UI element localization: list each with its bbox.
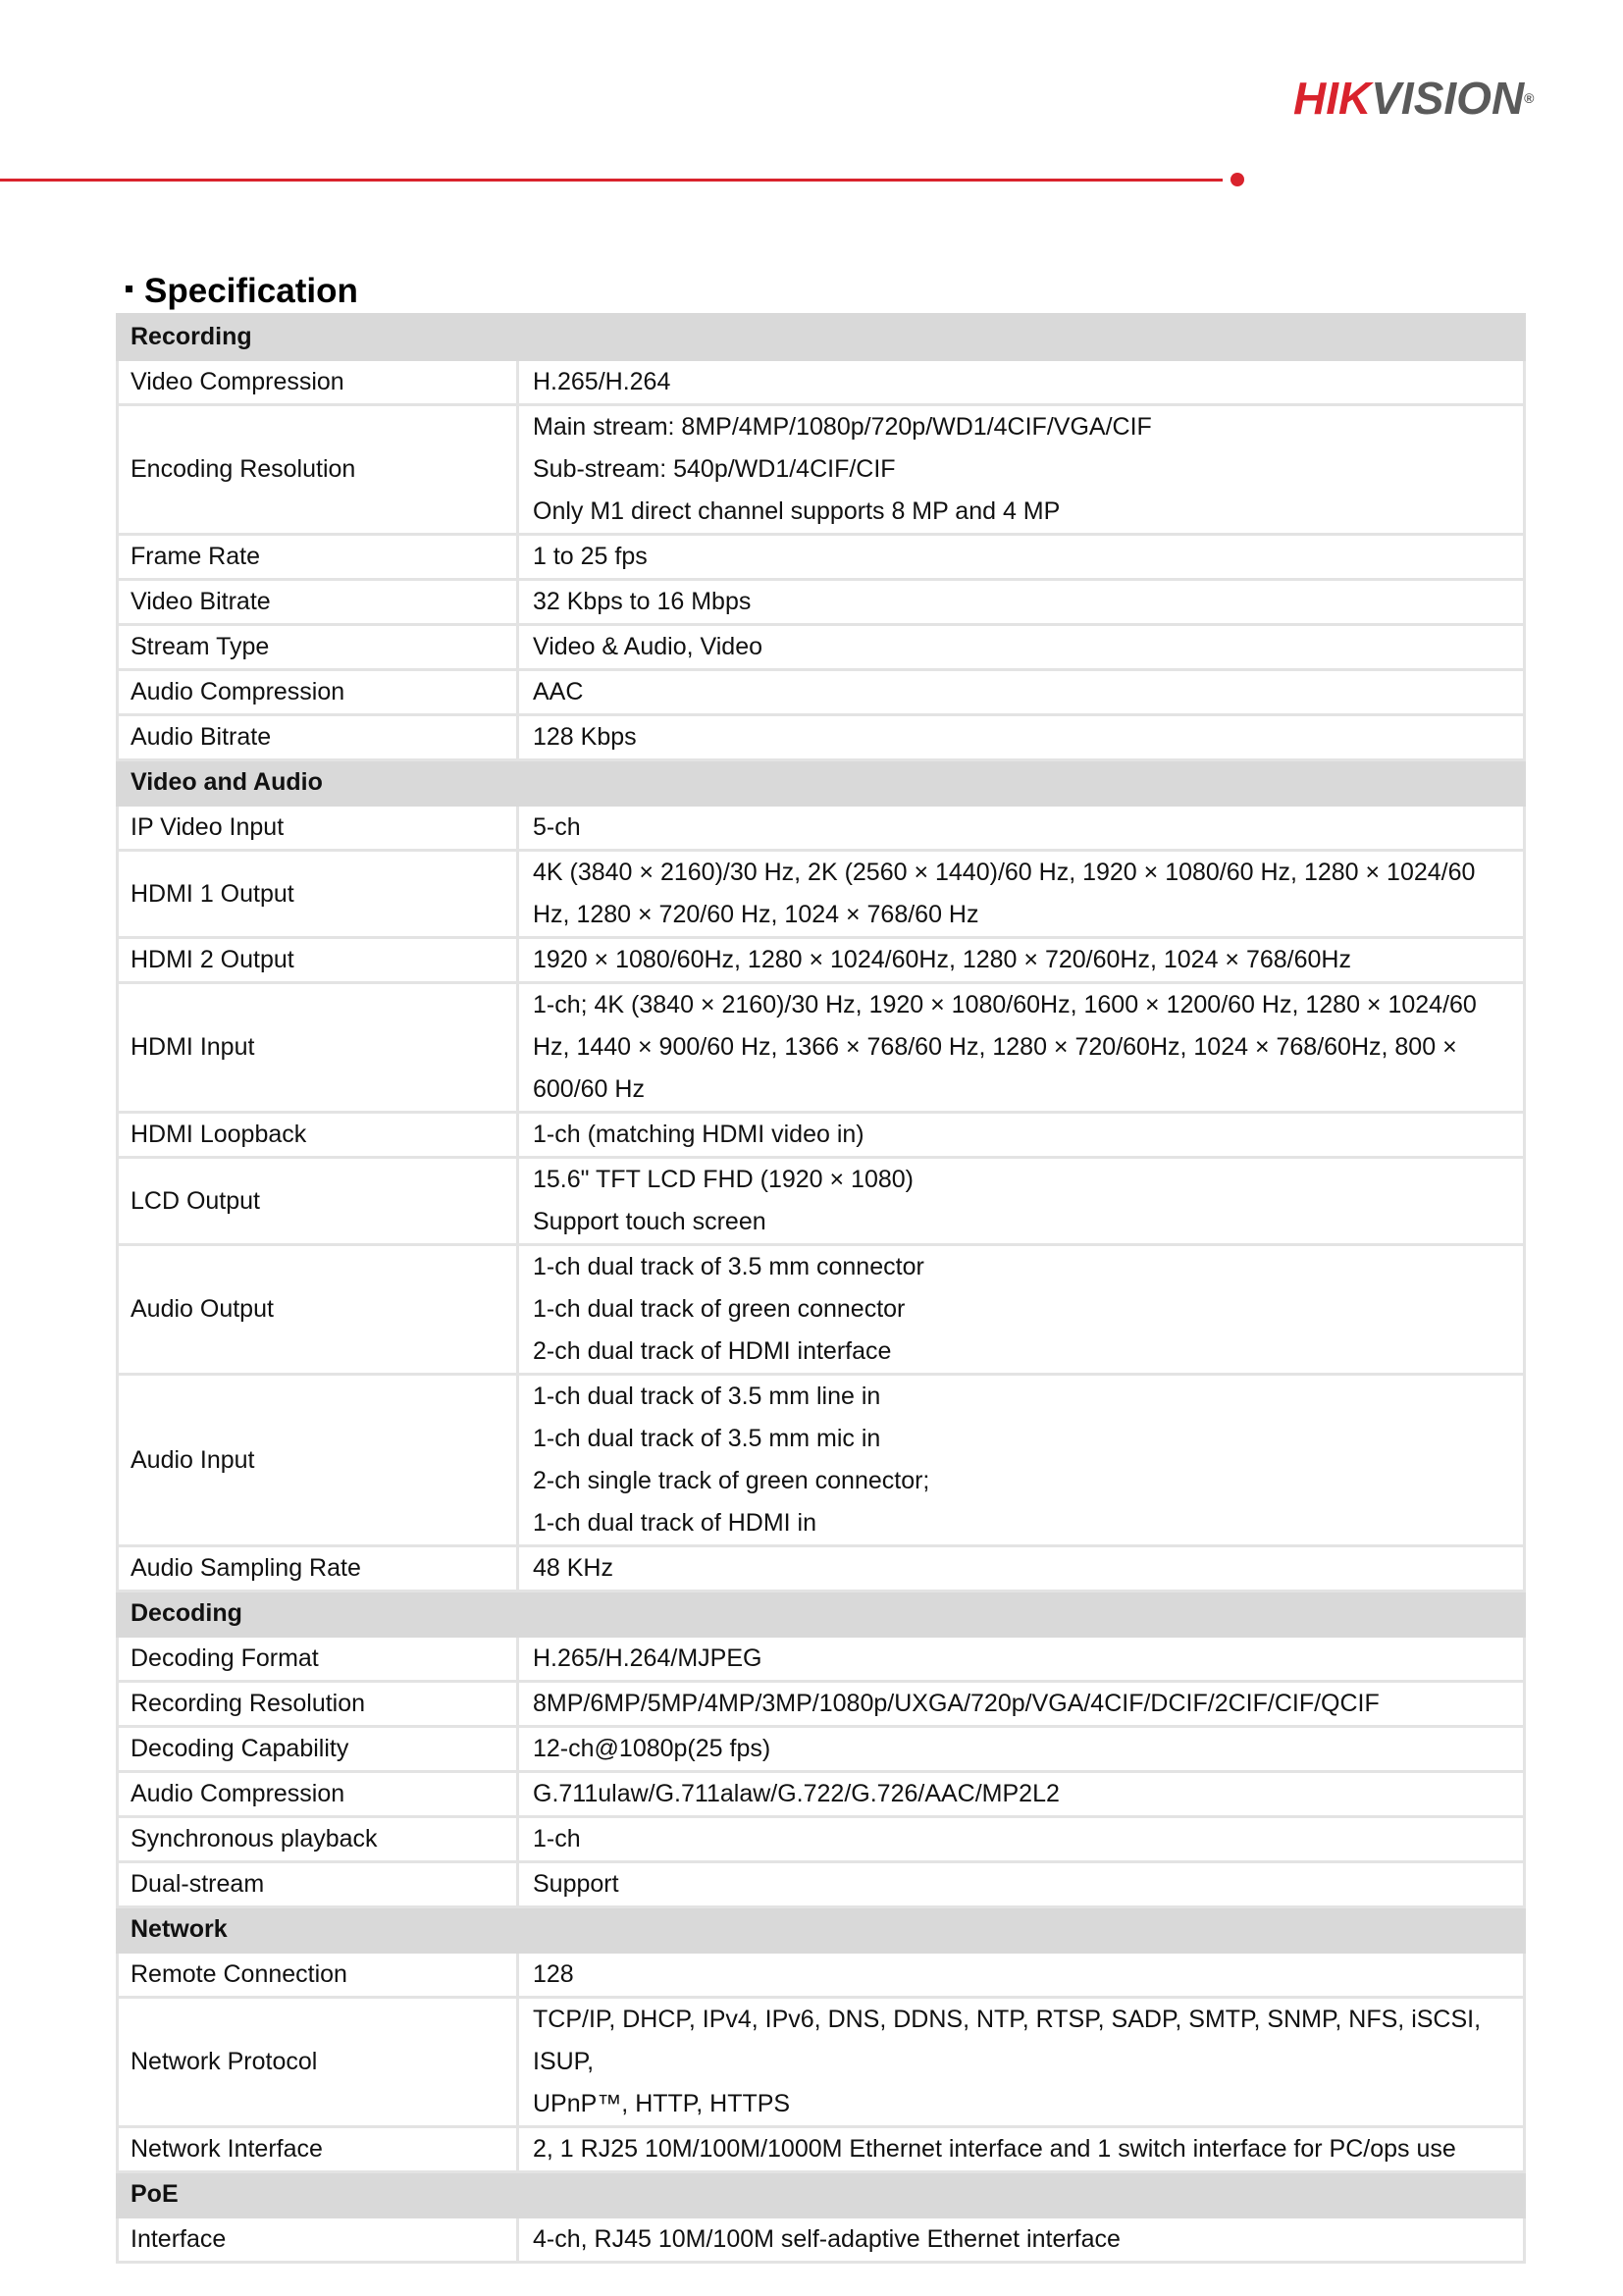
spec-row bbox=[118, 806, 1525, 851]
spec-label: Encoding Resolution bbox=[118, 405, 518, 535]
spec-label: Network Interface bbox=[118, 2127, 518, 2172]
spec-row bbox=[118, 1245, 1525, 1375]
spec-label: Stream Type bbox=[118, 625, 518, 670]
spec-row bbox=[118, 625, 1525, 670]
spec-value-line: 5-ch bbox=[533, 813, 581, 841]
spec-row bbox=[118, 1817, 1525, 1862]
spec-row bbox=[118, 1682, 1525, 1727]
spec-value bbox=[518, 1546, 1525, 1592]
spec-row bbox=[118, 938, 1525, 983]
spec-label: IP Video Input bbox=[118, 806, 518, 851]
spec-value-line: 1-ch dual track of HDMI in bbox=[533, 1509, 816, 1537]
spec-value-line: Sub-stream: 540p/WD1/4CIF/CIF bbox=[533, 455, 896, 483]
spec-row bbox=[118, 580, 1525, 625]
spec-row bbox=[118, 670, 1525, 715]
spec-row bbox=[118, 1727, 1525, 1772]
spec-row bbox=[118, 1113, 1525, 1158]
spec-value-line: 1-ch dual track of 3.5 mm line in bbox=[533, 1383, 881, 1410]
spec-value-line: 1-ch bbox=[533, 1825, 581, 1852]
page-heading bbox=[126, 267, 358, 316]
spec-value bbox=[518, 1772, 1525, 1817]
spec-value-line: UPnP™, HTTP, HTTPS bbox=[533, 2090, 791, 2117]
spec-value bbox=[518, 535, 1525, 580]
spec-value-line: H.265/H.264/MJPEG bbox=[533, 1644, 762, 1672]
spec-row bbox=[118, 360, 1525, 405]
header-red-rule bbox=[0, 179, 1223, 182]
spec-value-line: TCP/IP, DHCP, IPv4, IPv6, DNS, DDNS, NTP, RTSP, SADP, SMTP, SNMP, NFS, iSCSI, ISUP, bbox=[533, 2006, 1482, 2075]
spec-row bbox=[118, 1375, 1525, 1546]
section-header-row bbox=[118, 1592, 1525, 1637]
spec-value-line: 600/60 Hz bbox=[533, 1075, 645, 1103]
page-heading-text: Specification bbox=[144, 272, 358, 310]
spec-label: Decoding Capability bbox=[118, 1727, 518, 1772]
spec-row bbox=[118, 405, 1525, 535]
spec-row bbox=[118, 1546, 1525, 1592]
spec-value bbox=[518, 670, 1525, 715]
spec-label: Interface bbox=[118, 2218, 518, 2263]
header-red-dot bbox=[1230, 173, 1244, 186]
spec-row bbox=[118, 715, 1525, 760]
spec-row bbox=[118, 1637, 1525, 1682]
spec-label: Decoding Format bbox=[118, 1637, 518, 1682]
spec-value-line: 1-ch dual track of 3.5 mm mic in bbox=[533, 1425, 881, 1452]
spec-value-line: 4K (3840 × 2160)/30 Hz, 2K (2560 × 1440)/60 Hz, 1920 × 1080/60 Hz, 1280 × 1024/60 bbox=[533, 859, 1476, 886]
spec-value-line: Support bbox=[533, 1870, 619, 1898]
spec-value-line: Support touch screen bbox=[533, 1208, 766, 1235]
spec-value-line: 1 to 25 fps bbox=[533, 543, 648, 570]
spec-label: Dual-stream bbox=[118, 1862, 518, 1907]
spec-value-line: 48 KHz bbox=[533, 1554, 613, 1582]
spec-label: HDMI 1 Output bbox=[118, 851, 518, 938]
logo-hik-text: HIK bbox=[1293, 73, 1372, 124]
spec-value-line: 1920 × 1080/60Hz, 1280 × 1024/60Hz, 1280 × 720/60Hz, 1024 × 768/60Hz bbox=[533, 946, 1351, 973]
spec-value bbox=[518, 1113, 1525, 1158]
section-header-row bbox=[118, 2172, 1525, 2218]
spec-label: Video Bitrate bbox=[118, 580, 518, 625]
spec-value bbox=[518, 1817, 1525, 1862]
section-header-row bbox=[118, 315, 1525, 360]
spec-label: Recording Resolution bbox=[118, 1682, 518, 1727]
spec-label: Audio Bitrate bbox=[118, 715, 518, 760]
spec-value-line: 8MP/6MP/5MP/4MP/3MP/1080p/UXGA/720p/VGA/4CIF/DCIF/2CIF/CIF/QCIF bbox=[533, 1690, 1380, 1717]
section-title: PoE bbox=[118, 2172, 1525, 2218]
spec-value-line: 32 Kbps to 16 Mbps bbox=[533, 588, 752, 615]
spec-value bbox=[518, 2218, 1525, 2263]
spec-row bbox=[118, 1862, 1525, 1907]
spec-value-line: 15.6" TFT LCD FHD (1920 × 1080) bbox=[533, 1166, 914, 1193]
spec-value-line: Main stream: 8MP/4MP/1080p/720p/WD1/4CIF/VGA/CIF bbox=[533, 413, 1152, 441]
spec-row bbox=[118, 2218, 1525, 2263]
spec-label: Video Compression bbox=[118, 360, 518, 405]
spec-value-line: 2-ch dual track of HDMI interface bbox=[533, 1337, 892, 1365]
section-title: Decoding bbox=[118, 1592, 1525, 1637]
spec-value-line: 12-ch@1080p(25 fps) bbox=[533, 1735, 771, 1762]
spec-value-line: 128 bbox=[533, 1960, 574, 1988]
spec-row bbox=[118, 1772, 1525, 1817]
spec-label: Audio Input bbox=[118, 1375, 518, 1546]
spec-value-line: Only M1 direct channel supports 8 MP and 4 MP bbox=[533, 497, 1061, 525]
spec-value bbox=[518, 1375, 1525, 1546]
spec-value-line: 1-ch; 4K (3840 × 2160)/30 Hz, 1920 × 1080/60Hz, 1600 × 1200/60 Hz, 1280 × 1024/60 bbox=[533, 991, 1477, 1018]
spec-value-line: 4-ch, RJ45 10M/100M self-adaptive Ethernet interface bbox=[533, 2225, 1121, 2253]
spec-value bbox=[518, 1727, 1525, 1772]
spec-value-line: 1-ch dual track of green connector bbox=[533, 1295, 906, 1323]
section-header-row bbox=[118, 1907, 1525, 1953]
spec-value-line: 2-ch single track of green connector; bbox=[533, 1467, 930, 1494]
logo-vision-text: VISION bbox=[1371, 73, 1525, 124]
spec-value bbox=[518, 938, 1525, 983]
spec-value-line: Hz, 1280 × 720/60 Hz, 1024 × 768/60 Hz bbox=[533, 901, 979, 928]
spec-label: HDMI Loopback bbox=[118, 1113, 518, 1158]
spec-label: HDMI Input bbox=[118, 983, 518, 1113]
spec-label: Audio Sampling Rate bbox=[118, 1546, 518, 1592]
spec-value-line: 128 Kbps bbox=[533, 723, 637, 751]
spec-value bbox=[518, 405, 1525, 535]
spec-value bbox=[518, 1998, 1525, 2127]
specification-table bbox=[116, 313, 1526, 2264]
spec-value bbox=[518, 360, 1525, 405]
heading-bullet-icon bbox=[126, 286, 132, 292]
spec-row bbox=[118, 535, 1525, 580]
spec-label: Audio Output bbox=[118, 1245, 518, 1375]
spec-value bbox=[518, 983, 1525, 1113]
spec-label: HDMI 2 Output bbox=[118, 938, 518, 983]
spec-row bbox=[118, 2127, 1525, 2172]
spec-label: LCD Output bbox=[118, 1158, 518, 1245]
hikvision-logo bbox=[1293, 71, 1535, 126]
spec-value bbox=[518, 1158, 1525, 1245]
spec-row bbox=[118, 1998, 1525, 2127]
spec-label: Frame Rate bbox=[118, 535, 518, 580]
spec-value bbox=[518, 1637, 1525, 1682]
spec-value-line: G.711ulaw/G.711alaw/G.722/G.726/AAC/MP2L2 bbox=[533, 1780, 1060, 1807]
spec-value bbox=[518, 806, 1525, 851]
spec-row bbox=[118, 983, 1525, 1113]
spec-value bbox=[518, 851, 1525, 938]
spec-value-line: 2, 1 RJ25 10M/100M/1000M Ethernet interface and 1 switch interface for PC/ops use bbox=[533, 2135, 1456, 2163]
spec-row bbox=[118, 851, 1525, 938]
spec-value-line: 1-ch dual track of 3.5 mm connector bbox=[533, 1253, 924, 1280]
spec-row bbox=[118, 1953, 1525, 1998]
spec-value bbox=[518, 580, 1525, 625]
logo-registered-mark: ® bbox=[1524, 90, 1535, 106]
spec-value-line: Video & Audio, Video bbox=[533, 633, 762, 660]
spec-value-line: H.265/H.264 bbox=[533, 368, 671, 395]
spec-label: Synchronous playback bbox=[118, 1817, 518, 1862]
spec-value bbox=[518, 1682, 1525, 1727]
section-title: Video and Audio bbox=[118, 760, 1525, 806]
spec-value bbox=[518, 2127, 1525, 2172]
spec-label: Audio Compression bbox=[118, 670, 518, 715]
spec-value bbox=[518, 625, 1525, 670]
spec-value bbox=[518, 715, 1525, 760]
spec-row bbox=[118, 1158, 1525, 1245]
section-header-row bbox=[118, 760, 1525, 806]
spec-value bbox=[518, 1245, 1525, 1375]
spec-value bbox=[518, 1953, 1525, 1998]
section-title: Recording bbox=[118, 315, 1525, 360]
spec-label: Network Protocol bbox=[118, 1998, 518, 2127]
spec-label: Remote Connection bbox=[118, 1953, 518, 1998]
spec-value-line: AAC bbox=[533, 678, 584, 705]
spec-value-line: 1-ch (matching HDMI video in) bbox=[533, 1121, 864, 1148]
section-title: Network bbox=[118, 1907, 1525, 1953]
spec-value bbox=[518, 1862, 1525, 1907]
spec-value-line: Hz, 1440 × 900/60 Hz, 1366 × 768/60 Hz, 1280 × 720/60Hz, 1024 × 768/60Hz, 800 × bbox=[533, 1033, 1457, 1061]
spec-label: Audio Compression bbox=[118, 1772, 518, 1817]
